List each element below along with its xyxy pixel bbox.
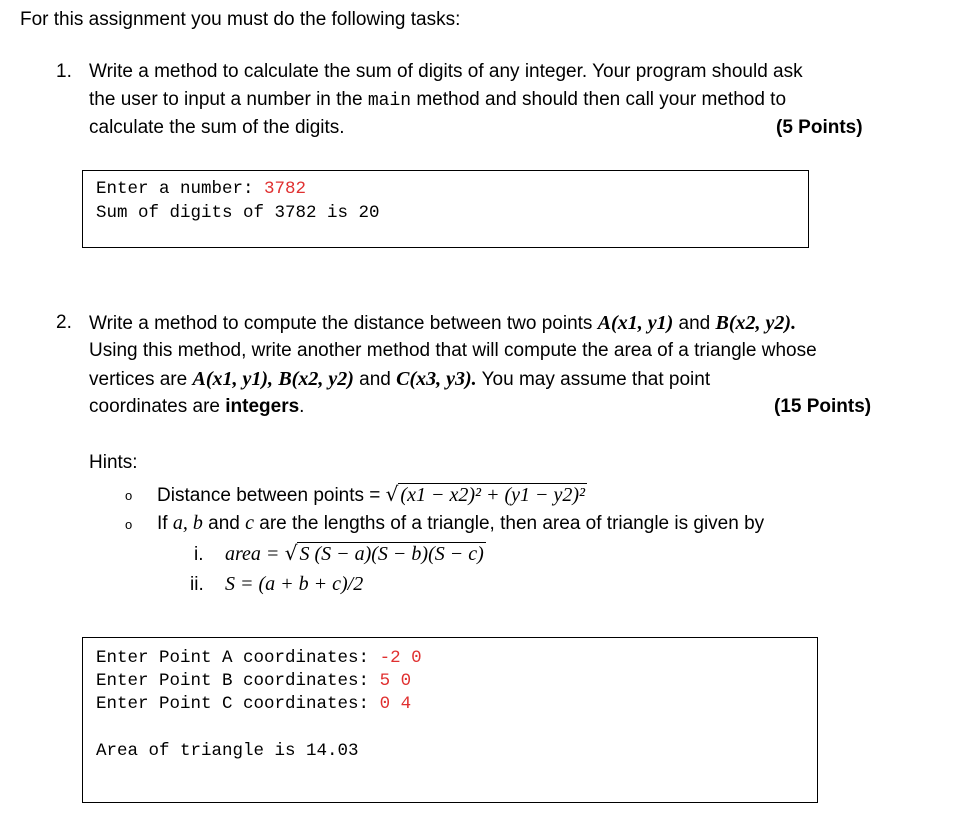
- console2-prompt-c: Enter Point C coordinates:: [96, 694, 370, 714]
- hint2-vars: a, b: [172, 512, 203, 534]
- task1-line2-b: method and should then call your method to: [416, 89, 787, 110]
- task2-line3: [89, 367, 710, 392]
- main-code: main: [367, 91, 412, 111]
- area-rhs: S (S − a)(S − b)(S − c): [299, 543, 484, 565]
- console1-line1: [96, 177, 306, 201]
- console1-prompt: Enter a number:: [96, 179, 254, 199]
- hint2-a: If: [157, 513, 168, 534]
- task2-integers: integers: [225, 396, 300, 417]
- task2-line3-b: You may assume that point: [481, 369, 711, 390]
- task2-number: 2.: [56, 312, 72, 333]
- task2-and: and: [678, 313, 711, 334]
- intro-heading: For this assignment you must do the following tasks:: [20, 9, 461, 30]
- task1-points: (5 Points): [776, 117, 863, 138]
- sub-i-label: i.: [194, 544, 204, 565]
- sub-ii-label: ii.: [190, 574, 204, 595]
- hint1-text: Distance between points =: [157, 485, 381, 506]
- console2-line-a: [96, 646, 422, 670]
- hint-bullet-2: [157, 511, 764, 536]
- task2-line4: [89, 395, 304, 419]
- distance-formula: (x1 − x2)² + (y1 − y2)²: [400, 484, 586, 506]
- sqrt-icon: √: [385, 482, 399, 506]
- semi-perimeter-formula: S = (a + b + c)/2: [225, 573, 364, 595]
- hints-title: Hints:: [89, 452, 138, 473]
- area-formula: [225, 541, 486, 567]
- task1-line2: [89, 88, 786, 113]
- hint2-b: are the lengths of a triangle, then area of triangle is given by: [259, 513, 765, 534]
- console2-prompt-a: Enter Point A coordinates:: [96, 648, 370, 668]
- sqrt-icon: √: [284, 541, 298, 565]
- task1-line2-a: the user to input a number in the: [89, 89, 363, 110]
- hint2-and: and: [208, 513, 240, 534]
- task1-line1: Write a method to calculate the sum of digits of any integer. Your program should ask: [89, 61, 803, 82]
- task2-line3-a: vertices are: [89, 369, 188, 390]
- console1-output: Sum of digits of 3782 is 20: [96, 203, 380, 223]
- point-a: A(x1, y1): [597, 312, 674, 334]
- console2-result: Area of triangle is 14.03: [96, 741, 359, 761]
- task1-line3: calculate the sum of the digits.: [89, 117, 345, 138]
- vertex-b: B(x2, y2): [278, 368, 354, 390]
- vertex-c: C(x3, y3).: [396, 368, 477, 390]
- hint-bullet-1: [157, 482, 587, 508]
- console2-prompt-b: Enter Point B coordinates:: [96, 671, 370, 691]
- circle-bullet-icon: o: [125, 517, 133, 532]
- point-b: B(x2, y2).: [715, 312, 797, 334]
- console2-input-b: 5 0: [379, 671, 412, 691]
- console1-input: 3782: [264, 179, 307, 199]
- circle-bullet-icon: o: [125, 488, 133, 503]
- task2-points: (15 Points): [774, 396, 872, 417]
- task2-v-and: and: [359, 369, 391, 390]
- console2-input-a: -2 0: [379, 648, 422, 668]
- task1-number: 1.: [56, 61, 72, 82]
- task2-line2: Using this method, write another method that will compute the area of a triangle whose: [89, 340, 817, 361]
- console2-line-c: [96, 692, 411, 716]
- area-lhs: area =: [225, 543, 280, 565]
- task2-line1: [89, 311, 796, 336]
- console-box-2: [82, 637, 818, 803]
- console2-input-c: 0 4: [379, 694, 412, 714]
- task2-line4-end: .: [299, 396, 305, 417]
- task2-line1-a: Write a method to compute the distance between two points: [89, 313, 593, 334]
- vertex-a: A(x1, y1),: [192, 368, 274, 390]
- task2-line4-a: coordinates are: [89, 396, 220, 417]
- hint2-c: c: [245, 512, 254, 534]
- console2-line-b: [96, 669, 411, 693]
- console-box-1: [82, 170, 809, 248]
